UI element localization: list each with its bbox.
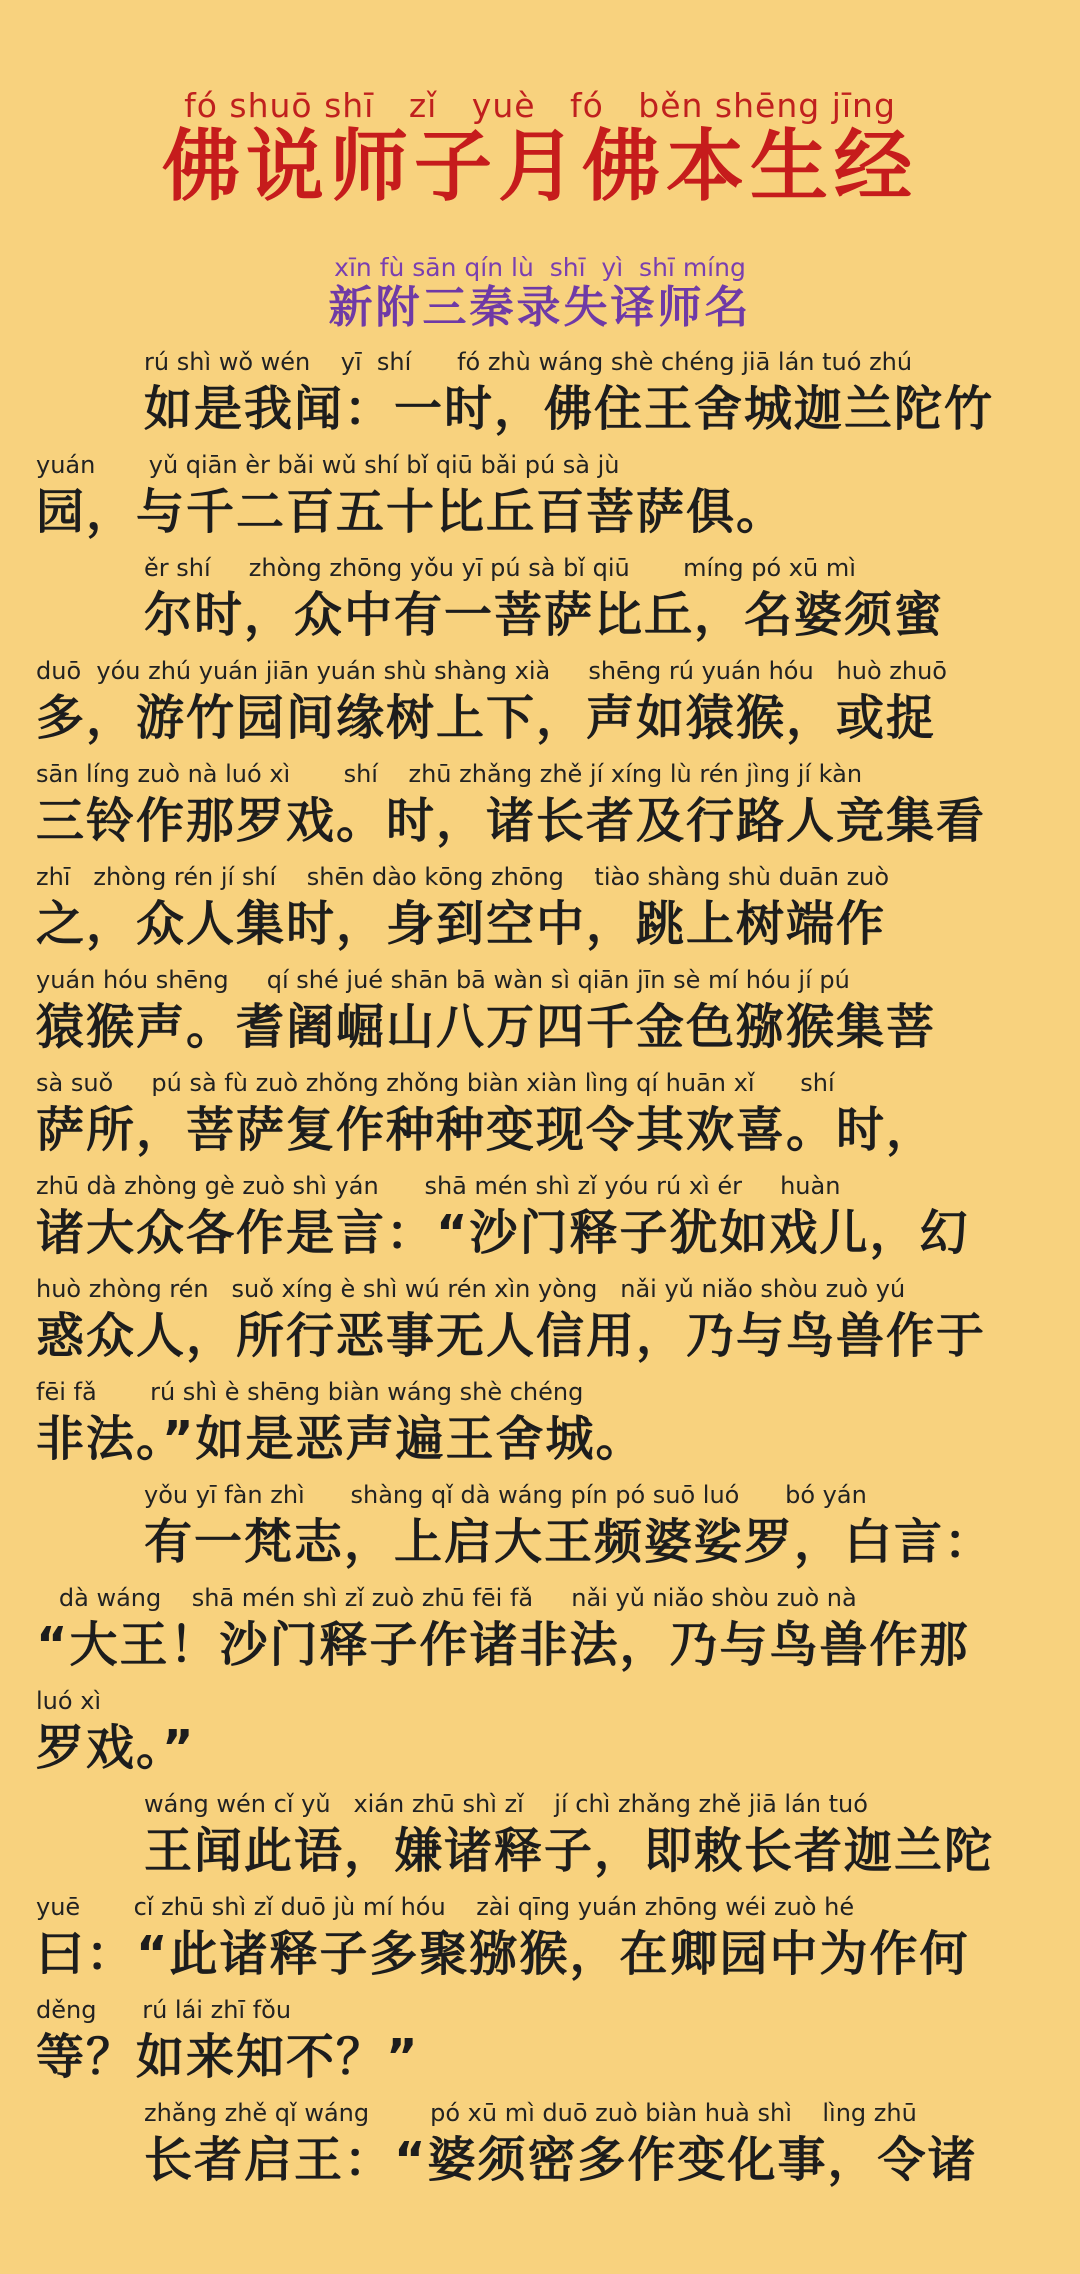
hanzi-row: 等？如来知不？” — [36, 2030, 420, 2085]
text-line — [36, 1893, 1044, 1996]
scripture-body — [36, 348, 1044, 2202]
hanzi-row: 惑众人，所行恶事无人信用，乃与鸟兽作于 — [36, 1309, 987, 1364]
pinyin-row: yuē cǐ zhū shì zǐ duō jù mí hóu zài qīng yuán zhōng wéi zuò hé — [36, 1893, 855, 1921]
text-line — [36, 863, 1044, 966]
pinyin-row: zhī zhòng rén jí shí shēn dào kōng zhōng tiào shàng shù duān zuò — [36, 863, 890, 891]
text-line — [36, 1584, 1044, 1687]
text-line — [36, 966, 1044, 1069]
text-line — [36, 348, 1044, 451]
pinyin-row: sān líng zuò nà luó xì shí zhū zhǎng zhě jí xíng lù rén jìng jí kàn — [36, 760, 863, 788]
pinyin-row: děng rú lái zhī fǒu — [36, 1996, 292, 2024]
text-line — [36, 1790, 1044, 1893]
text-line — [36, 1275, 1044, 1378]
pinyin-row: yǒu yī fàn zhì shàng qǐ dà wáng pín pó suō luó bó yán — [144, 1481, 867, 1509]
pinyin-row: sà suǒ pú sà fù zuò zhǒng zhǒng biàn xiàn lìng qí huān xǐ shí — [36, 1069, 835, 1097]
pinyin-row: dà wáng shā mén shì zǐ zuò zhū fēi fǎ nǎi yǔ niǎo shòu zuò nà — [36, 1584, 857, 1612]
pinyin-row: yuán yǔ qiān èr bǎi wǔ shí bǐ qiū bǎi pú sà jù — [36, 451, 620, 479]
hanzi-row: 之，众人集时，身到空中，跳上树端作 — [36, 897, 887, 952]
text-line — [36, 1069, 1044, 1172]
text-line — [36, 657, 1044, 760]
pinyin-row: ěr shí zhòng zhōng yǒu yī pú sà bǐ qiū míng pó xū mì — [144, 554, 856, 582]
hanzi-row: 王闻此语，嫌诸释子，即敕长者迦兰陀 — [144, 1824, 995, 1879]
pinyin-row: duō yóu zhú yuán jiān yuán shù shàng xià shēng rú yuán hóu huò zhuō — [36, 657, 947, 685]
hanzi-row: 三铃作那罗戏。时，诸长者及行路人竞集看 — [36, 794, 987, 849]
pinyin-row: luó xì — [36, 1687, 102, 1715]
hanzi-row: 多，游竹园间缘树上下，声如猿猴，或捉 — [36, 691, 937, 746]
text-line — [36, 1172, 1044, 1275]
pinyin-row: zhǎng zhě qǐ wáng pó xū mì duō zuò biàn huà shì lìng zhū — [144, 2099, 917, 2127]
hanzi-row: 曰：“此诸释子多聚猕猴，在卿园中为作何 — [36, 1927, 970, 1982]
pinyin-row: yuán hóu shēng qí shé jué shān bā wàn sì qiān jīn sè mí hóu jí pú — [36, 966, 850, 994]
pinyin-row: huò zhòng rén suǒ xíng è shì wú rén xìn yòng nǎi yǔ niǎo shòu zuò yú — [36, 1275, 906, 1303]
text-line — [36, 554, 1044, 657]
hanzi-row: 园，与千二百五十比丘百菩萨俱。 — [36, 485, 787, 540]
hanzi-row: 如是我闻：一时，佛住王舍城迦兰陀竹 — [144, 382, 995, 437]
text-line — [36, 1687, 1044, 1790]
pinyin-row: wáng wén cǐ yǔ xián zhū shì zǐ jí chì zhǎng zhě jiā lán tuó — [144, 1790, 868, 1818]
page-title: 佛说师子月佛本生经 — [161, 122, 918, 212]
page-subtitle: 新附三秦录失译师名 — [328, 282, 752, 333]
hanzi-row: 猿猴声。耆阇崛山八万四千金色猕猴集菩 — [36, 1000, 937, 1055]
hanzi-row: 诸大众各作是言：“沙门释子犹如戏儿，幻 — [36, 1206, 970, 1261]
hanzi-row: “大王！沙门释子作诸非法，乃与鸟兽作那 — [36, 1618, 970, 1673]
hanzi-row: 有一梵志，上启大王频婆娑罗，白言： — [144, 1515, 995, 1570]
hanzi-row: 非法。”如是恶声遍王舍城。 — [36, 1412, 646, 1467]
text-line — [36, 1481, 1044, 1584]
text-line — [36, 1996, 1044, 2099]
text-line — [36, 1378, 1044, 1481]
text-line — [36, 760, 1044, 863]
subtitle-pinyin: xīn fù sān qín lù shī yì shī míng — [334, 253, 746, 282]
text-line — [36, 451, 1044, 554]
pinyin-row: fēi fǎ rú shì è shēng biàn wáng shè chéng — [36, 1378, 584, 1406]
pinyin-row: zhū dà zhòng gè zuò shì yán shā mén shì zǐ yóu rú xì ér huàn — [36, 1172, 841, 1200]
hanzi-row: 罗戏。” — [36, 1721, 196, 1776]
title-pinyin: fó shuō shī zǐ yuè fó běn shēng jīng — [184, 86, 896, 125]
hanzi-row: 尔时，众中有一菩萨比丘，名婆须蜜 — [144, 588, 945, 643]
hanzi-row: 长者启王：“婆须密多作变化事，令诸 — [144, 2133, 978, 2188]
pinyin-row: rú shì wǒ wén yī shí fó zhù wáng shè chéng jiā lán tuó zhú — [144, 348, 913, 376]
hanzi-row: 萨所，菩萨复作种种变现令其欢喜。时， — [36, 1103, 937, 1158]
text-line — [36, 2099, 1044, 2202]
